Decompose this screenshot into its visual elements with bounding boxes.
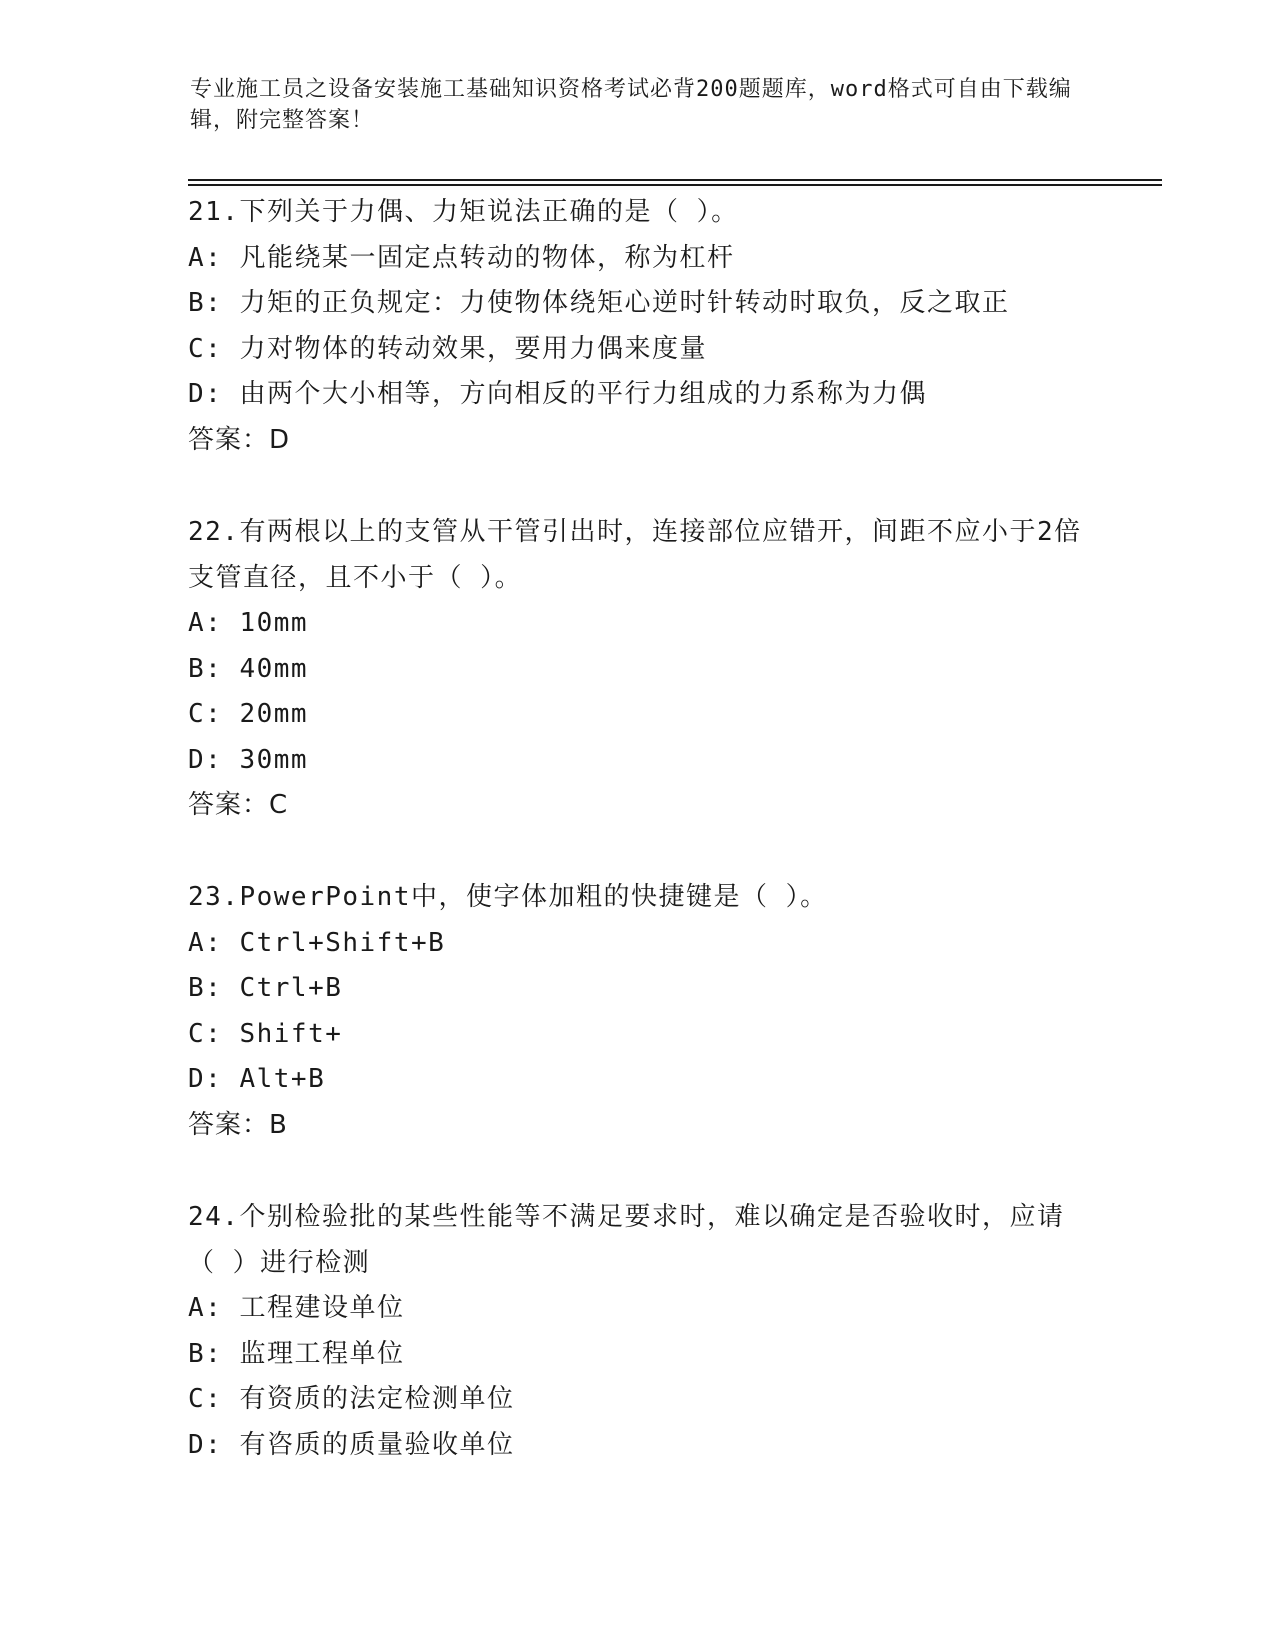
document-header: 专业施工员之设备安装施工基础知识资格考试必背200题题库，word格式可自由下载编辑，附完整答案！ — [190, 77, 1072, 133]
option-a: A: 10mm — [188, 608, 309, 638]
question-24 — [188, 1195, 1088, 1468]
option-d: D: 由两个大小相等，方向相反的平行力组成的力系称为力偶 — [188, 379, 927, 409]
header-divider-top — [188, 179, 1162, 181]
question-stem: 24.个别检验批的某些性能等不满足要求时，难以确定是否验收时，应请（ ）进行检测 — [188, 1202, 1065, 1278]
option-a: A: Ctrl+Shift+B — [188, 927, 446, 958]
question-21 — [188, 190, 1088, 463]
option-c: C: 20mm — [188, 699, 309, 729]
question-22 — [188, 510, 1088, 829]
option-b: B: 40mm — [188, 653, 309, 684]
option-c: C: Shift+ — [188, 1018, 343, 1049]
option-d: D: 有咨质的质量验收单位 — [188, 1429, 515, 1460]
question-stem: 22.有两根以上的支管从干管引出时，连接部位应错开，间距不应小于2倍支管直径，且不小于（ ）。 — [188, 517, 1082, 593]
option-a: A: 凡能绕某一固定点转动的物体，称为杠杆 — [188, 242, 735, 273]
option-c: C: 有资质的法定检测单位 — [188, 1384, 515, 1414]
option-c: C: 力对物体的转动效果，要用力偶来度量 — [188, 333, 707, 364]
answer-label: 答案：B — [188, 1109, 288, 1140]
option-d: D: Alt+B — [188, 1064, 326, 1094]
question-stem: 21.下列关于力偶、力矩说法正确的是（ ）。 — [188, 197, 739, 227]
option-a: A: 工程建设单位 — [188, 1293, 405, 1323]
option-d: D: 30mm — [188, 744, 309, 775]
answer-label: 答案：C — [188, 790, 289, 820]
header-divider-bottom — [188, 184, 1162, 186]
question-23 — [188, 875, 1088, 1148]
option-b: B: Ctrl+B — [188, 973, 343, 1003]
option-b: B: 力矩的正负规定：力使物体绕矩心逆时针转动时取负，反之取正 — [188, 288, 1010, 318]
answer-label: 答案：D — [188, 424, 291, 455]
question-stem: 23.PowerPoint中，使字体加粗的快捷键是（ ）。 — [188, 882, 828, 912]
option-b: B: 监理工程单位 — [188, 1338, 405, 1369]
